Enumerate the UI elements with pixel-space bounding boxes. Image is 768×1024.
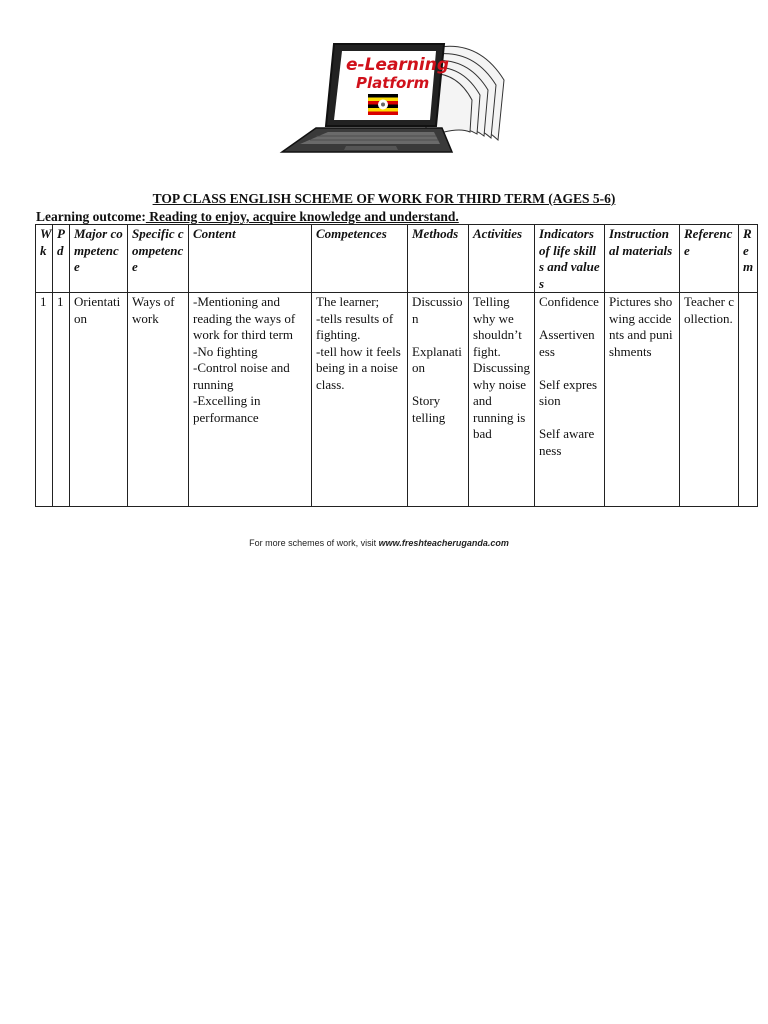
- table-header-row: [36, 225, 758, 293]
- footer-prefix: For more schemes of work, visit: [249, 538, 379, 548]
- materials-line: Pictures showing accidents and punishments: [609, 294, 673, 359]
- logo-text-line2: Platform: [356, 74, 430, 92]
- cell-competences: [312, 293, 408, 507]
- method-line: Discussion: [412, 294, 463, 326]
- e-learning-platform-logo: [276, 40, 510, 160]
- competence-line: -tell how it feels being in a noise class.: [316, 343, 405, 392]
- indicator-line: Self expression: [539, 376, 598, 408]
- competence-line: -tells results of fighting.: [316, 310, 397, 342]
- cell-reference: [680, 293, 739, 507]
- header-rem: Rem: [739, 225, 758, 293]
- content-line: -Mentioning and reading the ways of work for third term: [193, 294, 299, 342]
- uganda-flag-icon: [368, 94, 398, 115]
- document-title: TOP CLASS ENGLISH SCHEME OF WORK FOR THIRD TERM (AGES 5-6): [152, 191, 616, 206]
- footer-link[interactable]: www.freshteacheruganda.com: [378, 538, 509, 548]
- reference-line: Teacher collection.: [684, 294, 734, 326]
- activity-line: Telling why we shouldn’t fight. Discussing why noise and running is bad: [473, 294, 534, 441]
- scheme-of-work-table: [35, 224, 758, 507]
- cell-instructional-materials: [605, 293, 680, 507]
- indicator-spacer: [539, 360, 600, 377]
- method-spacer: [412, 327, 464, 344]
- cell-methods: [408, 293, 469, 507]
- cell-activities: [469, 293, 535, 507]
- method-line: Story telling: [412, 393, 446, 425]
- header-pd: Pd: [53, 225, 70, 293]
- content-line: -Control noise and running: [193, 360, 294, 392]
- indicator-line: Self awareness: [539, 426, 595, 458]
- indicator-spacer: [539, 311, 600, 328]
- method-line: Explanation: [412, 343, 462, 375]
- cell-wk: 1: [36, 293, 53, 507]
- content-line: -Excelling in performance: [193, 393, 264, 425]
- learning-outcome-text: Reading to enjoy, acquire knowledge and understand.: [145, 209, 459, 224]
- header-activities: Activities: [469, 225, 535, 293]
- learning-outcome: [36, 209, 459, 225]
- cell-rem: [739, 293, 758, 507]
- indicator-spacer: [539, 410, 600, 427]
- header-methods: Methods: [408, 225, 469, 293]
- method-spacer: [412, 377, 464, 394]
- header-wk: Wk: [36, 225, 53, 293]
- header-indicators: Indicators of life skills and values: [535, 225, 605, 293]
- competence-line: The learner;: [316, 294, 380, 309]
- header-instructional-materials: Instructional materials: [605, 225, 680, 293]
- logo-text-line1: e-Learning: [346, 55, 450, 75]
- cell-pd: 1: [53, 293, 70, 507]
- table-row: [36, 293, 758, 507]
- header-specific-competence: Specific competence: [128, 225, 189, 293]
- cell-major-competence: Orientation: [70, 293, 128, 507]
- indicator-line: Assertiveness: [539, 327, 595, 359]
- cell-content: [189, 293, 312, 507]
- indicator-line: Confidence: [539, 294, 599, 309]
- footer-note: [0, 538, 758, 548]
- cell-indicators: [535, 293, 605, 507]
- header-major-competence: Major competence: [70, 225, 128, 293]
- content-line: -No fighting: [193, 343, 258, 359]
- cell-specific-competence: Ways of work: [128, 293, 189, 507]
- header-competences: Competences: [312, 225, 408, 293]
- learning-outcome-label: Learning outcome:: [36, 209, 146, 224]
- header-reference: Reference: [680, 225, 739, 293]
- header-content: Content: [189, 225, 312, 293]
